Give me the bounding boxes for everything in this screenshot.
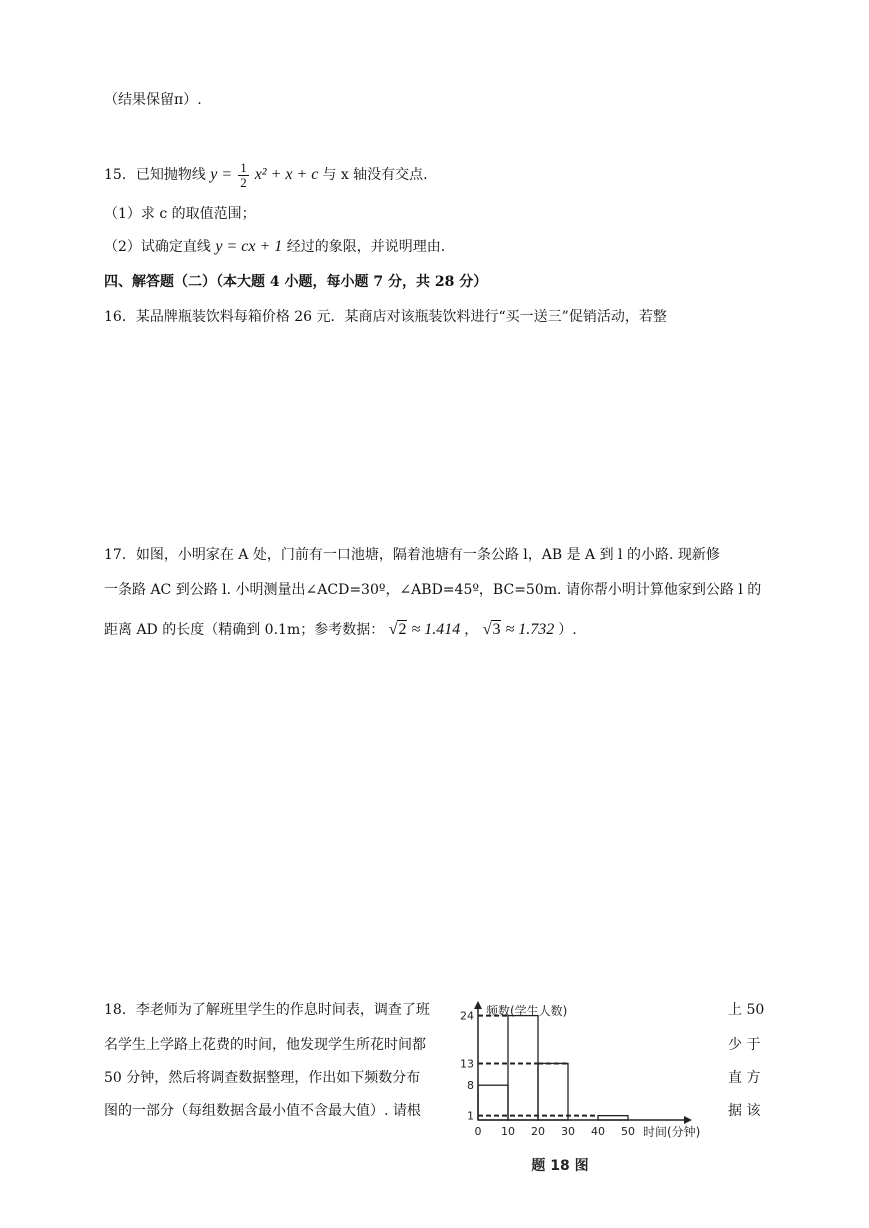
q18-right1: 上 50 <box>728 1002 765 1018</box>
q15-part2: （2）试确定直线 y = cx + 1 经过的象限，并说明理由. <box>104 238 446 255</box>
section-heading: 四、解答题（二）（本大题 4 小题，每小题 7 分，共 28 分） <box>104 274 488 290</box>
histogram-bar <box>508 1016 538 1120</box>
histogram-chart <box>455 995 715 1180</box>
x-tick-label: 40 <box>591 1125 605 1138</box>
x-tick-label: 0 <box>474 1125 482 1138</box>
q18-right4: 据 该 <box>728 1103 761 1119</box>
x-tick-label: 20 <box>531 1125 545 1138</box>
y-tick-label: 24 <box>460 1009 474 1023</box>
fraction-half: $\frac{1}{2}$ <box>240 159 247 190</box>
q18-line3: 50 分钟，然后将调查数据整理，作出如下频数分布 <box>104 1070 421 1086</box>
y-tick-label: 13 <box>460 1057 474 1071</box>
q18-right3: 直 方 <box>728 1070 761 1086</box>
histogram-bar <box>538 1063 568 1120</box>
q18-line4: 图的一部分（每组数据含最小值不含最大值）. 请根 <box>104 1103 421 1119</box>
chart-caption: 题 18 图 <box>531 1158 589 1174</box>
x-axis-label: 时间(分钟) <box>643 1125 701 1139</box>
q15-statement <box>104 160 428 190</box>
x-axis-arrow <box>684 1116 692 1124</box>
sqrt2-expr: √2 ≈ 1.414 <box>388 621 461 638</box>
line-formula: y = cx + 1 <box>215 238 283 255</box>
y-tick-label: 1 <box>467 1109 474 1123</box>
x-tick-label: 30 <box>561 1125 575 1138</box>
q16-statement: 16．某品牌瓶装饮料每箱价格 26 元．某商店对该瓶装饮料进行“买一送三”促销活动，若整 <box>104 309 667 325</box>
y-axis-label: 频数(学生人数) <box>486 1004 568 1018</box>
parabola-formula: y = $\frac{1}{2}$ x² + x + c <box>210 159 319 190</box>
q15-number: 15．已知抛物线 <box>104 167 206 183</box>
q15-part1: （1）求 c 的取值范围； <box>104 206 256 222</box>
x-tick-label: 10 <box>501 1125 515 1138</box>
x-tick-label: 50 <box>621 1125 635 1138</box>
sqrt3-expr: √3 ≈ 1.732 <box>482 621 555 638</box>
q17-line1: 17．如图，小明家在 A 处，门前有一口池塘，隔着池塘有一条公路 l，AB 是 A 到 l 的小路. 现新修 <box>104 547 720 563</box>
y-axis-arrow <box>474 1001 482 1009</box>
q18-line2: 名学生上学路上花费的时间，他发现学生所花时间都 <box>104 1037 426 1053</box>
result-note: （结果保留π）. <box>104 92 202 108</box>
q17-line2: 一条路 AC 到公路 l. 小明测量出∠ACD=30º，∠ABD=45º，BC=50m. 请你帮小明计算他家到公路 l 的 <box>104 582 762 598</box>
q18-line1: 18．李老师为了解班里学生的作息时间表，调查了班 <box>104 1002 430 1018</box>
q17-line3: 距离 AD 的长度（精确到 0.1m；参考数据： √2 ≈ 1.414 ， √3 ≈ 1.732 ）. <box>104 621 577 638</box>
q18-right2: 少 于 <box>728 1037 761 1053</box>
y-tick-label: 8 <box>467 1079 474 1093</box>
q15-tail: 与 x 轴没有交点. <box>322 167 428 183</box>
